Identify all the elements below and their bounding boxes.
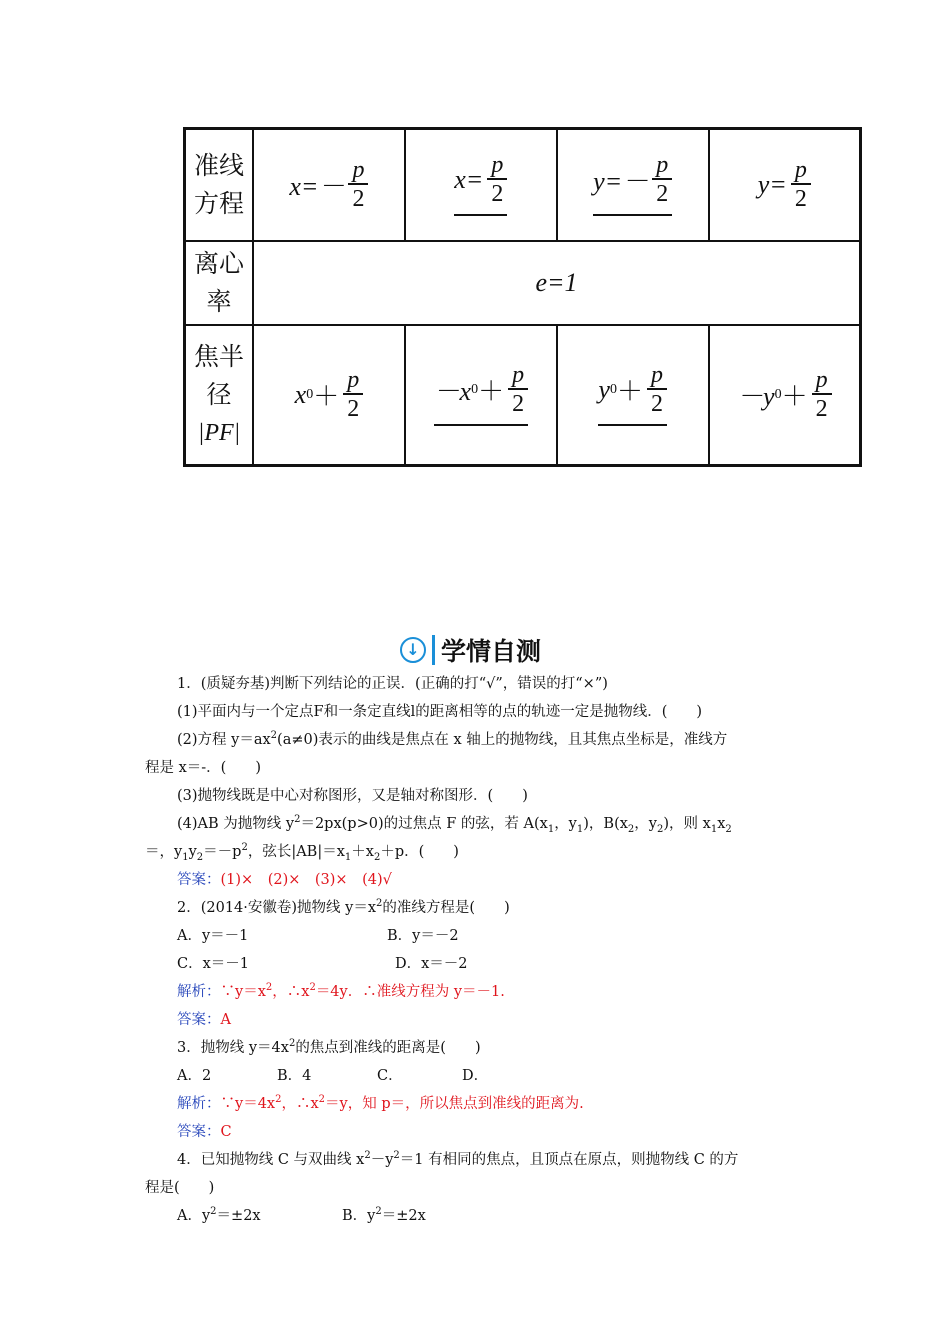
answer-value: C (220, 1124, 232, 1140)
option-a: A．2 (177, 1068, 212, 1084)
header-line: 准线 (193, 150, 244, 180)
option-b: B．4 (277, 1068, 312, 1084)
parabola-properties-table (183, 127, 862, 464)
directrix-cell-2 (405, 129, 557, 241)
answer-value: A (220, 1012, 231, 1028)
text: ＝1 有相同的焦点，且顶点在原点，则抛物线 C 的方 (399, 1152, 739, 1168)
subscript: 2 (657, 823, 664, 835)
text: ，弦长|AB|＝x (247, 844, 345, 860)
header-line: 离心 (193, 248, 244, 278)
text: ，∴x (281, 1096, 319, 1112)
formula-text: ＋ (616, 377, 643, 407)
superscript: 2 (288, 1038, 296, 1050)
subscript: 1 (710, 823, 718, 835)
q1-statement-4-cont (145, 838, 820, 866)
exercise-content (145, 670, 820, 1230)
text: ＝±2x (216, 1208, 261, 1224)
formula-text: －y (737, 382, 775, 412)
superscript: 2 (318, 1094, 326, 1106)
subscript: 2 (725, 823, 732, 835)
option-b: B．y＝－2 (387, 928, 459, 944)
option-b (342, 1202, 426, 1230)
text: (2)方程 y＝ax (177, 732, 271, 748)
formula-text: x= (454, 164, 484, 194)
answer-value: (1)× (2)× (3)× (4)√ (220, 872, 392, 888)
text: ，y (634, 816, 657, 832)
text: ，∴x (272, 984, 310, 1000)
table-row (185, 129, 861, 241)
frac-num: p (508, 363, 528, 390)
superscript: 2 (393, 1150, 400, 1162)
text: (4)AB 为抛物线 y (177, 816, 295, 832)
frac-den: 2 (650, 391, 663, 418)
superscript: 2 (375, 1206, 382, 1218)
answer-label: 答案： (177, 872, 221, 888)
q1-statement-2 (145, 726, 820, 754)
focal-radius-cell-3 (557, 325, 709, 466)
superscript: 2 (294, 814, 301, 826)
q2-stem (145, 894, 820, 922)
text: ∵y＝4x (220, 1096, 276, 1112)
row-header-focal-radius (185, 325, 254, 466)
q2-options-row-1 (145, 922, 820, 950)
frac-num: p (487, 153, 507, 180)
q3-options (145, 1062, 820, 1090)
section-heading (400, 632, 541, 668)
q2-options-row-2 (145, 950, 820, 978)
frac-den: 2 (347, 396, 360, 423)
text: ＝，y (145, 844, 183, 860)
frac-num: p (348, 158, 368, 185)
frac-den: 2 (815, 396, 828, 423)
text: ＝y，知 p＝，所以焦点到准线的距离为. (325, 1096, 584, 1112)
subscript: 0 (306, 386, 314, 402)
analysis-label: 解析： (177, 1096, 221, 1112)
option-c: C．x＝－1 (177, 956, 249, 972)
focal-radius-cell-1 (253, 325, 405, 466)
q1-answer (145, 866, 820, 894)
formula-text: y (598, 374, 610, 404)
header-line: 径 (206, 379, 232, 409)
eccentricity-cell (253, 241, 861, 325)
table-row (185, 325, 861, 466)
option-a (177, 1202, 342, 1230)
subscript: 2 (627, 823, 635, 835)
formula-text: x (294, 379, 307, 409)
text: ＝2px(p>0)的过焦点 F 的弦，若 A(x (300, 816, 548, 832)
down-arrow-icon: ↓ (400, 637, 426, 663)
q1-statement-2-cont: 程是 x＝-．( ) (145, 760, 261, 776)
frac-num: p (812, 368, 832, 395)
subscript: 1 (344, 851, 352, 863)
text: )，B(x (583, 816, 628, 832)
text: ＋p．( ) (380, 844, 459, 860)
q3-analysis (145, 1090, 820, 1118)
option-a: A．y＝－1 (177, 928, 249, 944)
analysis-text (221, 984, 505, 1000)
superscript: 2 (241, 842, 248, 854)
subscript: 1 (182, 851, 189, 863)
directrix-cell-3 (557, 129, 709, 241)
q1-statement-4 (145, 810, 820, 838)
frac-den: 2 (352, 186, 365, 213)
row-header-directrix (185, 129, 254, 241)
properties-table (183, 127, 862, 467)
q4-stem-cont: 程是( ) (145, 1180, 215, 1196)
frac-num: p (652, 153, 672, 180)
header-line: 率 (206, 286, 232, 316)
subscript: 0 (471, 381, 479, 397)
superscript: 2 (275, 1094, 282, 1106)
frac-num: p (343, 368, 363, 395)
text: 4．已知抛物线 C 与双曲线 x (177, 1152, 365, 1168)
subscript: 1 (576, 823, 584, 835)
text: －y (370, 1152, 394, 1168)
q1-statement-3: (3)抛物线既是中心对称图形，又是轴对称图形．( ) (177, 788, 528, 804)
superscript: 2 (270, 730, 278, 742)
q1-stem: 1．(质疑夯基)判断下列结论的正误．(正确的打“√”，错误的打“×”) (177, 676, 608, 692)
q4-stem (145, 1146, 820, 1174)
frac-den: 2 (512, 391, 525, 418)
formula-text: x=－ (289, 172, 345, 202)
frac-num: p (791, 158, 811, 185)
text: ，y (554, 816, 577, 832)
superscript: 2 (309, 982, 316, 994)
formula-text: ＋ (313, 382, 340, 412)
option-c: C． (377, 1068, 403, 1084)
text: y (188, 844, 197, 860)
q4-options (145, 1202, 820, 1230)
subscript: 0 (774, 386, 782, 402)
formula-text: e=1 (535, 267, 578, 297)
row-header-eccentricity (185, 241, 254, 325)
text: 的焦点到准线的距离是( ) (295, 1040, 481, 1056)
frac-num: p (647, 363, 667, 390)
text: 的准线方程是( ) (382, 900, 510, 916)
answer-label: 答案： (177, 1012, 221, 1028)
header-line: 方程 (193, 188, 244, 218)
text: A．y (177, 1208, 211, 1224)
subscript: 2 (373, 851, 381, 863)
formula-text: －x (433, 377, 472, 407)
text: ∵y＝x (220, 984, 266, 1000)
analysis-text (221, 1096, 584, 1112)
q2-answer (145, 1006, 820, 1034)
text: ＝4y．∴准线方程为 y＝－1. (315, 984, 505, 1000)
text: (a≠0)表示的曲线是焦点在 x 轴上的抛物线，且其焦点坐标是，准线方 (277, 732, 728, 748)
q3-stem (145, 1034, 820, 1062)
focal-radius-cell-4 (709, 325, 861, 466)
analysis-label: 解析： (177, 984, 221, 1000)
formula-text: y=－ (593, 167, 649, 197)
text: )，则 x (663, 816, 711, 832)
frac-den: 2 (656, 181, 669, 208)
superscript: 2 (210, 1206, 217, 1218)
text: ＝±2x (381, 1208, 426, 1224)
text: B．y (342, 1208, 376, 1224)
frac-den: 2 (491, 181, 504, 208)
q1-statement-1: (1)平面内与一个定点F和一条定直线l的距离相等的点的轨迹一定是抛物线．( ) (177, 704, 703, 720)
text: 3．抛物线 y＝4x (177, 1040, 289, 1056)
text: 2．(2014·安徽卷)抛物线 y＝x (177, 900, 377, 916)
directrix-cell-4 (709, 129, 861, 241)
section-title-text: 学情自测 (441, 637, 542, 666)
header-line: 焦半 (193, 341, 244, 371)
text: x (717, 816, 726, 832)
option-d: D． (462, 1068, 489, 1084)
option-d: D．x＝－2 (395, 956, 468, 972)
superscript: 2 (376, 898, 383, 910)
text: ＝－p (203, 844, 242, 860)
subscript: 0 (609, 381, 617, 397)
formula-text: y= (757, 169, 787, 199)
formula-text: ＋ (478, 377, 505, 407)
directrix-cell-1 (253, 129, 405, 241)
superscript: 2 (364, 1150, 371, 1162)
focal-radius-cell-2 (405, 325, 557, 466)
superscript: 2 (265, 982, 273, 994)
q3-answer (145, 1118, 820, 1146)
subscript: 2 (196, 851, 204, 863)
text: ＋x (351, 844, 374, 860)
answer-label: 答案： (177, 1124, 221, 1140)
formula-text: ＋ (781, 382, 808, 412)
subscript: 1 (547, 823, 555, 835)
title-divider (432, 635, 435, 665)
q2-analysis (145, 978, 820, 1006)
frac-den: 2 (794, 186, 807, 213)
table-row (185, 241, 861, 325)
header-line: |PF| (197, 419, 241, 446)
